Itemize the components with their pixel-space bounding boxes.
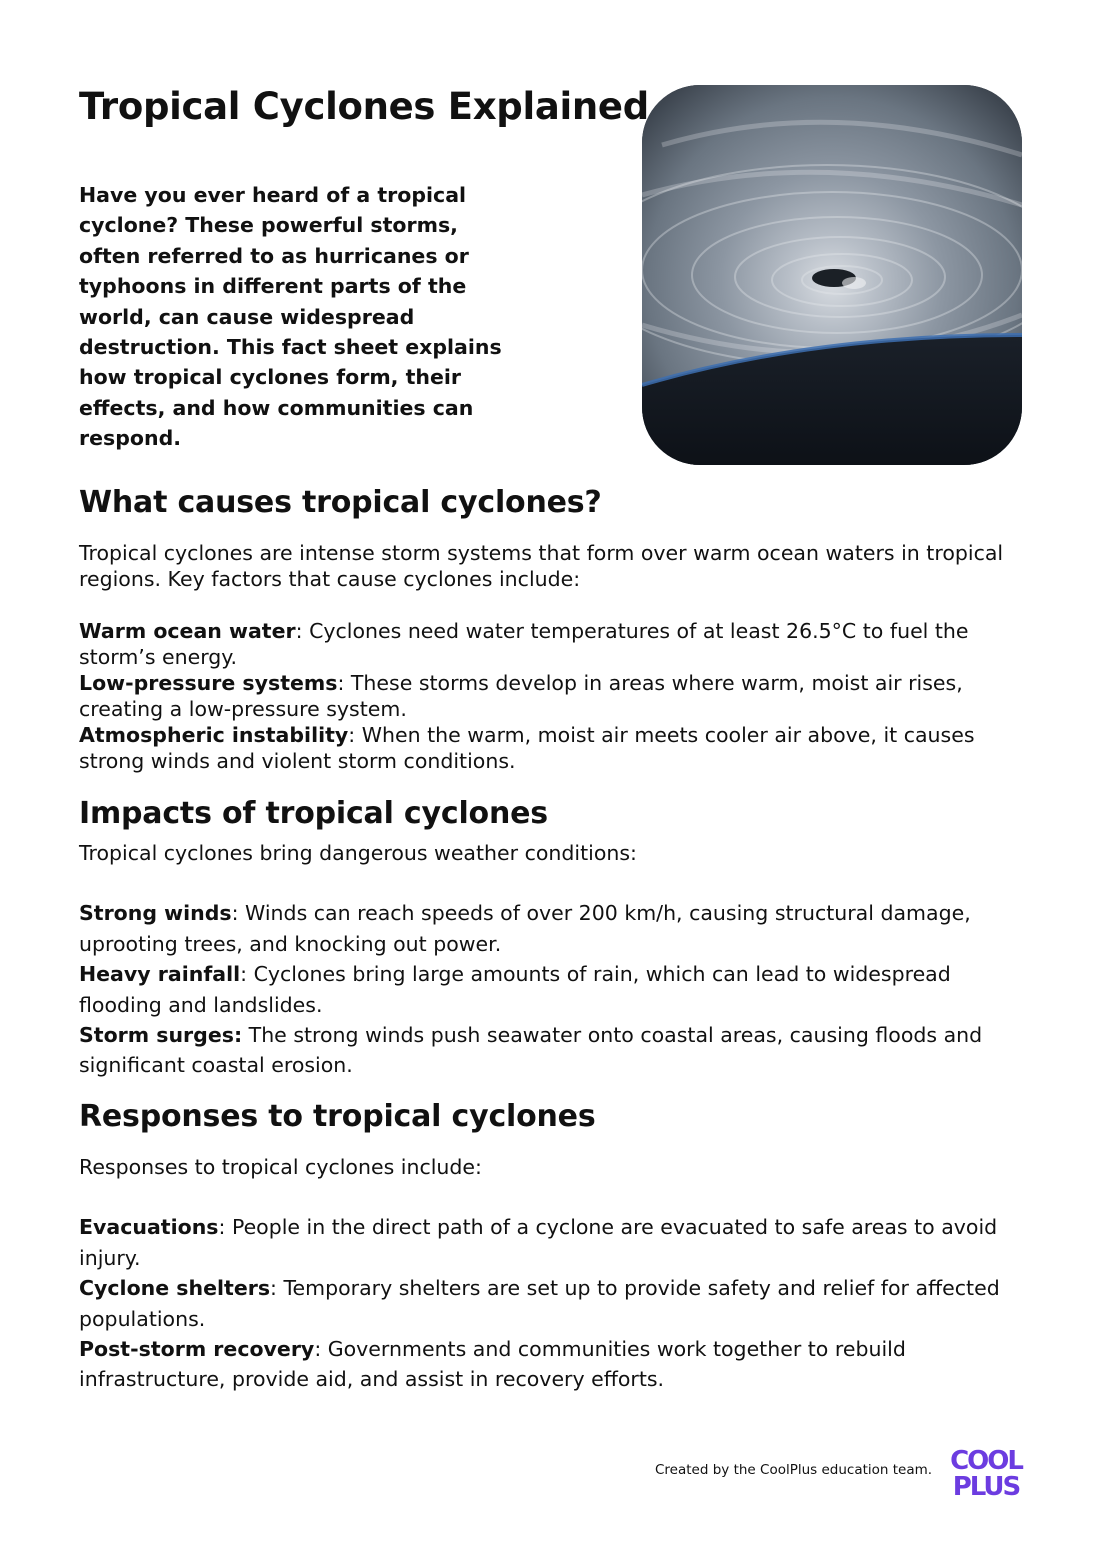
- item-text: Winds can reach speeds of over 200 km/h, causing structural damage, uprooting trees, and knocking out power.: [79, 901, 971, 956]
- causes-section: [79, 540, 1024, 774]
- item-text: The strong winds push seawater onto coastal areas, causing floods and significant coastal erosion.: [79, 1023, 983, 1078]
- item-term: Atmospheric instability: [79, 723, 349, 747]
- logo-bottom-text: PLUS: [952, 1472, 1020, 1497]
- responses-lead: Responses to tropical cyclones include:: [79, 1155, 482, 1179]
- item-term: Evacuations: [79, 1215, 219, 1240]
- item-text: Cyclones bring large amounts of rain, which can lead to widespread flooding and landslides.: [79, 962, 951, 1017]
- item-term: Storm surges:: [79, 1023, 243, 1048]
- responses-heading: Responses to tropical cyclones: [79, 1099, 596, 1134]
- causes-heading: What causes tropical cyclones?: [79, 485, 602, 520]
- list-item: [79, 1020, 1024, 1081]
- list-item: Post-storm recovery: Governments and communities work together to rebuild infrastructure, provide aid, and assist in recovery efforts.: [79, 1337, 906, 1392]
- item-term: Low-pressure systems: [79, 671, 338, 695]
- impacts-section: [79, 838, 1024, 1081]
- item-text: Cyclones need water temperatures of at least 26.5°C to fuel the storm’s energy.: [79, 619, 969, 669]
- item-text: People in the direct path of a cyclone are evacuated to safe areas to avoid injury.: [79, 1215, 998, 1270]
- list-item: Atmospheric instability: When the warm, moist air meets cooler air above, it causes strong winds and violent storm conditions.: [79, 723, 975, 773]
- list-item: Low-pressure systems: These storms develop in areas where warm, moist air rises, creating a low-pressure system.: [79, 671, 963, 721]
- impacts-heading: Impacts of tropical cyclones: [79, 796, 548, 831]
- item-term: Post-storm recovery: [79, 1337, 315, 1362]
- causes-lead: Tropical cyclones are intense storm systems that form over warm ocean waters in tropical regions. Key factors that cause cyclones include:: [79, 541, 1004, 591]
- intro-paragraph: Have you ever heard of a tropical cyclone? These powerful storms, often referred to as hurricanes or typhoons in different parts of the world, can cause widespread destruction. This fact sheet explains how tropical cyclones form, their effects, and how communities can respond.: [79, 183, 502, 451]
- item-term: Heavy rainfall: [79, 962, 241, 987]
- list-item: Heavy rainfall: Cyclones bring large amounts of rain, which can lead to widespread flooding and landslides.: [79, 962, 951, 1017]
- credit-text: Created by the CoolPlus education team.: [655, 1462, 933, 1478]
- impacts-lead: Tropical cyclones bring dangerous weather conditions:: [79, 841, 637, 865]
- item-text: These storms develop in areas where warm, moist air rises, creating a low-pressure system.: [79, 671, 963, 721]
- cyclone-image-art: [642, 85, 1022, 465]
- page-title: Tropical Cyclones Explained: [79, 85, 649, 128]
- item-term: Warm ocean water: [79, 619, 296, 643]
- list-item: Warm ocean water: Cyclones need water temperatures of at least 26.5°C to fuel the storm’s energy.: [79, 619, 969, 669]
- list-item: Cyclone shelters: Temporary shelters are set up to provide safety and relief for affected populations.: [79, 1276, 1000, 1331]
- item-text: Governments and communities work together to rebuild infrastructure, provide aid, and assist in recovery efforts.: [79, 1337, 906, 1392]
- cyclone-satellite-image: [642, 85, 1022, 465]
- item-text: Temporary shelters are set up to provide safety and relief for affected populations.: [79, 1276, 1000, 1331]
- item-text: When the warm, moist air meets cooler air above, it causes strong winds and violent storm conditions.: [79, 723, 975, 773]
- list-item: Evacuations: People in the direct path of a cyclone are evacuated to safe areas to avoid injury.: [79, 1215, 998, 1270]
- item-term: Cyclone shelters: [79, 1276, 271, 1301]
- logo-top-text: COOL: [950, 1446, 1022, 1476]
- item-term: Strong winds: [79, 901, 232, 926]
- list-item: Strong winds: Winds can reach speeds of over 200 km/h, causing structural damage, uprooting trees, and knocking out power.: [79, 901, 971, 956]
- responses-section: [79, 1152, 1024, 1395]
- coolplus-logo: [946, 1445, 1026, 1497]
